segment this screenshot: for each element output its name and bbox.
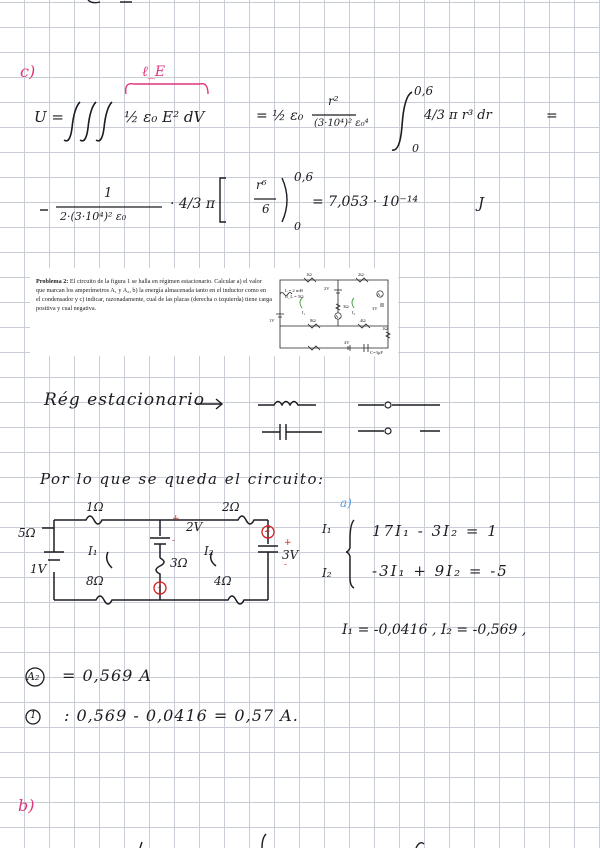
fig-v-right: 3V — [372, 306, 378, 311]
energy-integrand: ½ ε₀ E² dV — [124, 108, 205, 126]
circuit-v-left: 1V — [30, 562, 47, 576]
circuit-intro: Por lo que se queda el circuito: — [40, 470, 325, 488]
circuit-minus-right: - — [284, 560, 288, 570]
energy-density-label: ℓ_E — [142, 64, 166, 80]
problem-figure — [268, 268, 398, 356]
energy-line2-mid: · 4/3 π — [170, 196, 216, 212]
circuit-r-bottom-left: 8Ω — [86, 574, 104, 588]
energy-line2-frac-num: 1 — [104, 186, 113, 201]
problem-text — [36, 278, 272, 314]
section-c-marker: c) — [20, 62, 36, 81]
circuit-minus-mid: - — [172, 536, 176, 546]
energy-line2-bracket-den: 6 — [262, 202, 270, 216]
energy-line2-bracket-num: r⁶ — [256, 178, 267, 192]
circuit-r-top-left: 1Ω — [86, 500, 104, 514]
fig-r-top-right: 2Ω — [358, 272, 364, 277]
circuit-ammeter-1: 1 — [157, 581, 163, 591]
fig-i2: I₂ — [352, 310, 356, 315]
fig-r-far-right: 1Ω — [382, 326, 388, 331]
result-a1-value: : 0,569 - 0,0416 = 0,57 A. — [64, 706, 299, 725]
energy-mid: = ½ ε₀ — [256, 108, 304, 124]
result-a2-value: = 0,569 A — [62, 666, 152, 685]
circuit-i2: I₂ — [204, 544, 214, 558]
fig-v-bottom: 4V — [344, 340, 350, 345]
circuit-r-left: 5Ω — [18, 526, 36, 540]
fig-a2: A₂ — [377, 292, 382, 297]
fig-inductor: L = 2 mH — [285, 288, 303, 293]
circuit-plus-right: + — [284, 538, 292, 548]
circuit-plus-mid: + — [172, 514, 180, 524]
energy-integrand-2: 4/3 π r³ dr — [424, 108, 492, 123]
energy-limit-lower: 0 — [412, 142, 419, 155]
energy-density-brace — [126, 84, 208, 94]
fig-i1: I₁ — [302, 310, 306, 315]
energy-line2-unit: J — [478, 194, 485, 212]
circuit-v-mid: 2V — [186, 520, 203, 534]
system-eq2: -3I₁ + 9I₂ = -5 — [372, 562, 509, 580]
system-eq1: 17I₁ - 3I₂ = 1 — [372, 522, 499, 540]
system-solution: I₁ = -0,0416 , I₂ = -0,569 , — [342, 622, 527, 638]
energy-u-lhs: U = — [34, 108, 64, 126]
fig-r-mid: 3Ω — [343, 304, 349, 309]
result-a1-symbol: 1 — [30, 710, 37, 721]
fig-r-bottom-left: 8Ω — [310, 318, 316, 323]
circuit-r-bottom-right: 4Ω — [214, 574, 232, 588]
fig-r-inductor: R_L = 5Ω — [285, 294, 304, 299]
fig-v-left: 1V — [269, 318, 275, 323]
problem-heading: Problema 2: — [36, 278, 69, 285]
energy-line2-result: = 7,053 · 10⁻¹⁴ — [312, 194, 419, 210]
system-label-i1: I₁ — [322, 522, 332, 536]
result-a2-symbol: A₂ — [27, 670, 40, 683]
energy-line1-end: = — [546, 108, 558, 124]
section-b-marker: b) — [18, 796, 35, 815]
system-label-i2: I₂ — [322, 566, 332, 580]
energy-line2-frac-den: 2·(3·10⁴)² ε₀ — [60, 210, 127, 223]
section-a-marker: a) — [340, 496, 352, 510]
circuit-ammeter-2: 2 — [265, 525, 271, 535]
fig-v-mid: 2V — [324, 286, 330, 291]
circuit-v-right: 3V — [282, 548, 299, 562]
energy-line2-upper: 0,6 — [294, 170, 314, 184]
energy-frac-num: r² — [328, 94, 339, 108]
circuit-i1: I₁ — [88, 544, 98, 558]
energy-limit-upper: 0,6 — [414, 84, 434, 98]
fig-a1: A₁ — [335, 314, 340, 319]
energy-frac-den: (3·10⁴)² ε₀⁴ — [314, 118, 369, 129]
steady-state-label: Rég estacionario — [44, 390, 205, 410]
fig-cap: C=3μF — [370, 350, 383, 355]
circuit-r-top-right: 2Ω — [222, 500, 240, 514]
problem-body: El circuito de la figura 1 se halla en régimen estacionario. Calcular a) el valor que marcan los amperímetros A₁ y A₂, b) la energía almacenada tanto en el inductor como en el condensador y c) indicar, razonadamente, cual de las placas (derecha o izquierda) tiene carga positiva y cual negativa. — [36, 278, 273, 312]
circuit-r-mid: 3Ω — [170, 556, 188, 570]
problem-statement-card — [30, 268, 398, 356]
fig-r-bottom-right: 4Ω — [360, 318, 366, 323]
fig-r-top-left: 1Ω — [306, 272, 312, 277]
energy-line2-lower: 0 — [294, 220, 301, 233]
